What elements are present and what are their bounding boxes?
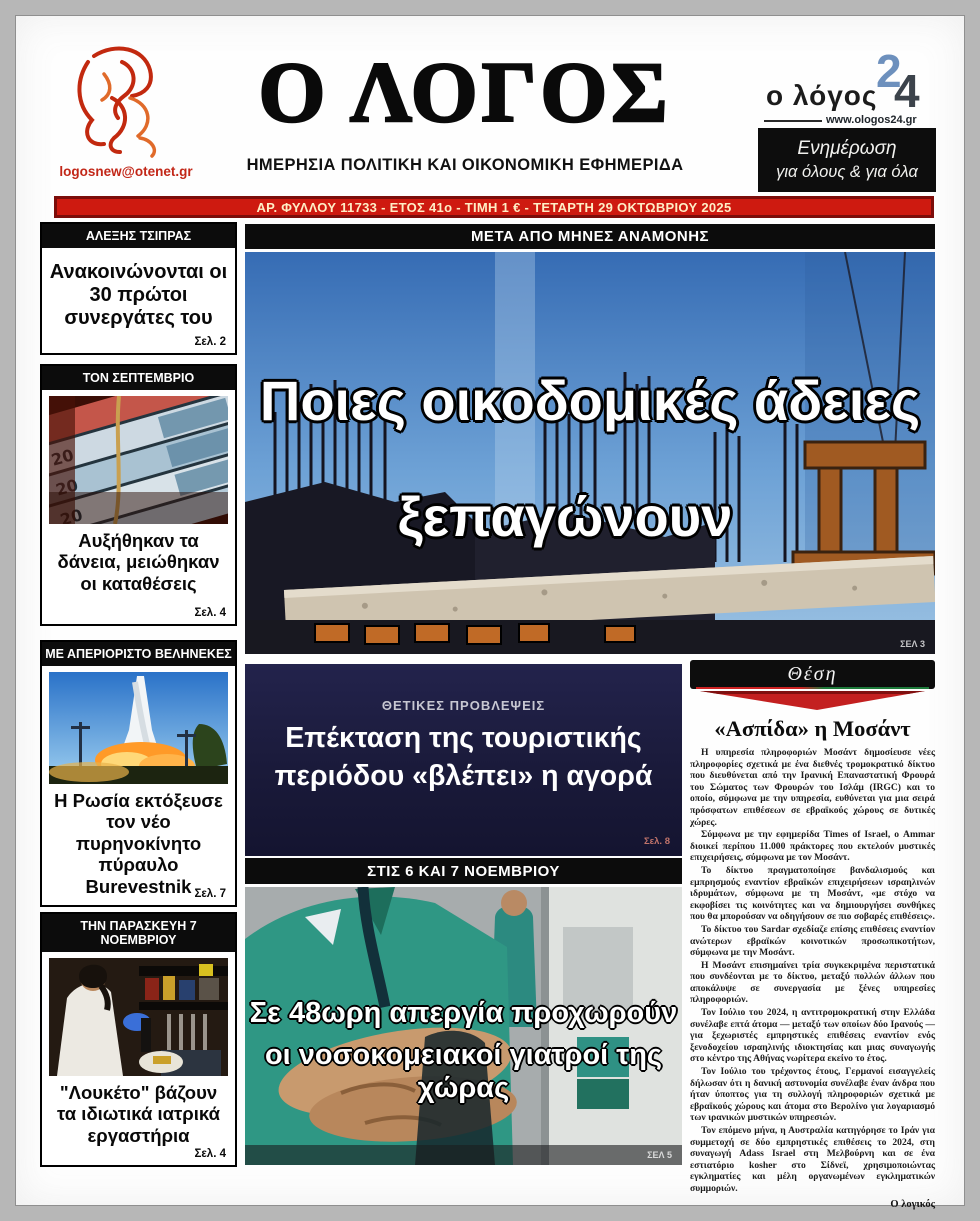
story-kicker: ΜΕ ΑΠΕΡΙΟΡΙΣΤΟ ΒΕΛΗΝΕΚΕΣ bbox=[42, 642, 235, 666]
sidebar-story-tsipras bbox=[40, 222, 237, 355]
masthead-email: logosnew@otenet.gr bbox=[59, 164, 193, 179]
tourism-headline-line2: περιόδου «βλέπει» η αγορά bbox=[274, 760, 653, 792]
euro-banknotes-photo bbox=[49, 396, 228, 524]
story-kicker: ΑΛΕΞΗΣ ΤΣΙΠΡΑΣ bbox=[42, 224, 235, 248]
lead-page-ref: ΣΕΛ 3 bbox=[900, 639, 925, 649]
logos-masthead-logo-icon bbox=[60, 40, 188, 160]
tagline-box bbox=[758, 128, 936, 192]
newspaper-front-page bbox=[16, 16, 964, 1210]
opinion-title: «Ασπίδα» η Μοσάντ bbox=[714, 716, 911, 741]
ologos24-brand-text: ο λόγος bbox=[766, 80, 878, 111]
missile-launch-photo bbox=[49, 672, 228, 784]
opinion-column bbox=[690, 660, 935, 1210]
strike-headline-line2: οι νοσοκομειακοί γιατροί της χώρας bbox=[264, 1039, 663, 1104]
story-headline: Η Ρωσία εκτόξευσε τον νέο πυρηνοκίνητο πύραυλο Burevestnik bbox=[54, 790, 223, 897]
sidebar-story-deposits bbox=[40, 364, 237, 626]
paper-title: Ο ΛΟΓΟΣ bbox=[258, 44, 672, 140]
story-page-ref: Σελ. 4 bbox=[194, 1148, 226, 1160]
tagline-line1: Ενημέρωση bbox=[797, 138, 897, 159]
strike-kicker-bar: ΣΤΙΣ 6 ΚΑΙ 7 ΝΟΕΜΒΡΙΟΥ bbox=[245, 858, 682, 884]
story-page-ref: Σελ. 2 bbox=[194, 336, 226, 348]
strike-page-ref: ΣΕΛ 5 bbox=[647, 1150, 672, 1160]
opinion-signature: Ο λογικός bbox=[890, 1198, 935, 1210]
paper-subtitle: ΗΜΕΡΗΣΙΑ ΠΟΛΙΤΙΚΗ ΚΑΙ ΟΙΚΟΝΟΜΙΚΗ ΕΦΗΜΕΡΙΔΑ bbox=[246, 156, 684, 174]
tagline-line2: για όλους & για όλα bbox=[776, 163, 918, 181]
opinion-section-title: Θέση bbox=[787, 663, 838, 685]
opinion-paragraph: Το δίκτυο πραγματοποίησε βανδαλισμούς και εμπρησμούς εναντίον εβραϊκών επιχειρήσεων ισραηλινών ιδρυμάτων, σύμφωνα με τη Μοσάντ, «με στόχο να εκφοβίσει τις κοινότητες και να δημιουργήσει συνθήκες που θα μπορούσαν να οδηγήσουν σε πιο σοβαρές επιθέσεις». bbox=[690, 864, 935, 923]
opinion-paragraph: Η υπηρεσία πληροφοριών Μοσάντ δημοσίευσε νέες πληροφορίες σχετικά με ένα διεθνές τρομοκρατικό δίκτυο που διευθύνεται από την Ιρανική Επαναστατική Φρουρά του Σώματος των Φρουρών του Ισλάμ (IRGC) και το οποίο, σύμφωνα με την υπηρεσία, ευθύνεται για μια σειρά πρόσφατων επιθέσεων σε εβραϊκούς χώρους σε δυτικές χώρες. bbox=[690, 747, 935, 828]
tourism-page-ref: Σελ. 8 bbox=[643, 836, 670, 847]
opinion-bar-edge-stripe bbox=[696, 687, 929, 689]
story-page-ref: Σελ. 7 bbox=[194, 888, 226, 900]
tourism-headline-line1: Επέκταση της τουριστικής bbox=[285, 722, 642, 754]
ologos24-website: www.ologos24.gr bbox=[826, 114, 917, 126]
lead-headline-line2: ξεπαγώνουν bbox=[397, 485, 733, 548]
issue-info-bar bbox=[54, 196, 934, 218]
story-kicker: ΤΗΝ ΠΑΡΑΣΚΕΥΗ 7 ΝΟΕΜΒΡΙΟΥ bbox=[42, 914, 235, 952]
issue-info-inner bbox=[57, 199, 931, 215]
ologos24-logo bbox=[760, 45, 940, 128]
story-headline: Αυξήθηκαν τα δάνεια, μειώθηκαν οι καταθέσεις bbox=[57, 530, 220, 594]
opinion-ribbon-arrow bbox=[700, 691, 925, 710]
strike-headline-line1: Σε 48ωρη απεργία προχωρούν bbox=[249, 997, 678, 1029]
opinion-paragraph: Τον Ιούλιο του 2024, η αντιτρομοκρατική στην Ελλάδα συνέλαβε επτά άτομα — μεταξύ των οποίων δύο Ιρανούς — για ξεχωριστές εμπρηστικές επιθέσεις εναντίον ενός ξενοδοχείου ισραηλινής ιδιοκτησίας και μιας συναγωγής στο κέντρο της Αθήνας νωρίτερα εκείνο το έτος. bbox=[690, 1007, 935, 1065]
sidebar-story-missile bbox=[40, 640, 237, 907]
story-headline: "Λουκέτο" βάζουν τα ιδιωτικά ιατρικά εργαστήρια bbox=[57, 1082, 220, 1146]
story-headline: Ανακοινώνονται οι 30 πρώτοι συνεργάτες του bbox=[49, 261, 228, 330]
opinion-body bbox=[690, 747, 935, 1195]
opinion-paragraph: Τον Ιούλιο του τρέχοντος έτους, Γερμανοί εισαγγελείς δήλωσαν ότι η δανική αστυνομία συνέλαβε έναν άνδρα που ήταν ύποπτος για τη συλλογή πληροφοριών σχετικά με εβραϊκούς χώρους και άτομα στο Βερολίνο για λογαριασμό των ιρανικών μυστικών υπηρεσιών. bbox=[690, 1066, 935, 1124]
sidebar-story-labs bbox=[40, 912, 237, 1167]
opinion-paragraph: Το δίκτυο του Sardar σχεδίαζε επίσης επιθέσεις εναντίον ανώτερων εβραϊκών κοινοτικών προσωπικοτήτων, σύμφωνα με την Μοσάντ. bbox=[690, 923, 935, 959]
opinion-paragraph: Τον επόμενο μήνα, η Αυστραλία κατηγόρησε το Ιράν για συμμετοχή σε δύο εμπρηστικές επιθέσεις το 2024, στη συναγωγή Adass Israel στη Μελβούρνη και σε ένα εστιατόριο kosher στο Σίδνεϊ, χρησιμοποιώντας εγκληματίες και μέλη οργανωμένων εγκληματικών συμμοριών. bbox=[690, 1125, 935, 1194]
laboratory-photo bbox=[49, 958, 228, 1076]
ologos24-rule bbox=[764, 120, 822, 122]
opinion-paragraph: Η Μοσάντ επισημαίνει τρία συγκεκριμένα περιστατικά που συνδέονται με το δίκτυο, μεταξύ πολλών άλλων που αποκάλυψε σε συνεργασία με ξένες υπηρεσίες πληροφοριών. bbox=[690, 959, 935, 1006]
tourism-story-panel bbox=[245, 664, 682, 856]
issue-info-text: ΑΡ. ΦΥΛΛΟΥ 11733 - ΕΤΟΣ 41ο - ΤΙΜΗ 1 € - ΤΕΤΑΡΤΗ 29 ΟΚΤΩΒΡΙΟΥ 2025 bbox=[256, 199, 732, 215]
opinion-paragraph: Σύμφωνα με την εφημερίδα Times of Israel, ο Ammar διοικεί περίπου 11.000 πράκτορες που εκτελούν μυστικές επιχειρήσεις, σύμφωνα με τον Μοσάντ. bbox=[690, 829, 935, 864]
story-kicker: ΤΟΝ ΣΕΠΤΕΜΒΡΙΟ bbox=[42, 366, 235, 390]
story-page-ref: Σελ. 4 bbox=[194, 607, 226, 619]
ologos24-digit-4: 4 bbox=[894, 65, 920, 117]
lead-headline-line1: Ποιες οικοδομικές άδειες bbox=[259, 369, 921, 432]
lead-kicker-bar: ΜΕΤΑ ΑΠΟ ΜΗΝΕΣ ΑΝΑΜΟΝΗΣ bbox=[245, 224, 935, 249]
opinion-section-bar bbox=[690, 660, 935, 689]
strike-story-block bbox=[245, 887, 682, 1165]
construction-site-photo bbox=[245, 252, 935, 654]
tourism-kicker: ΘΕΤΙΚΕΣ ΠΡΟΒΛΕΨΕΙΣ bbox=[381, 698, 546, 713]
ologos24-digit-2: 2 bbox=[876, 45, 902, 97]
lead-story-block bbox=[245, 252, 935, 654]
